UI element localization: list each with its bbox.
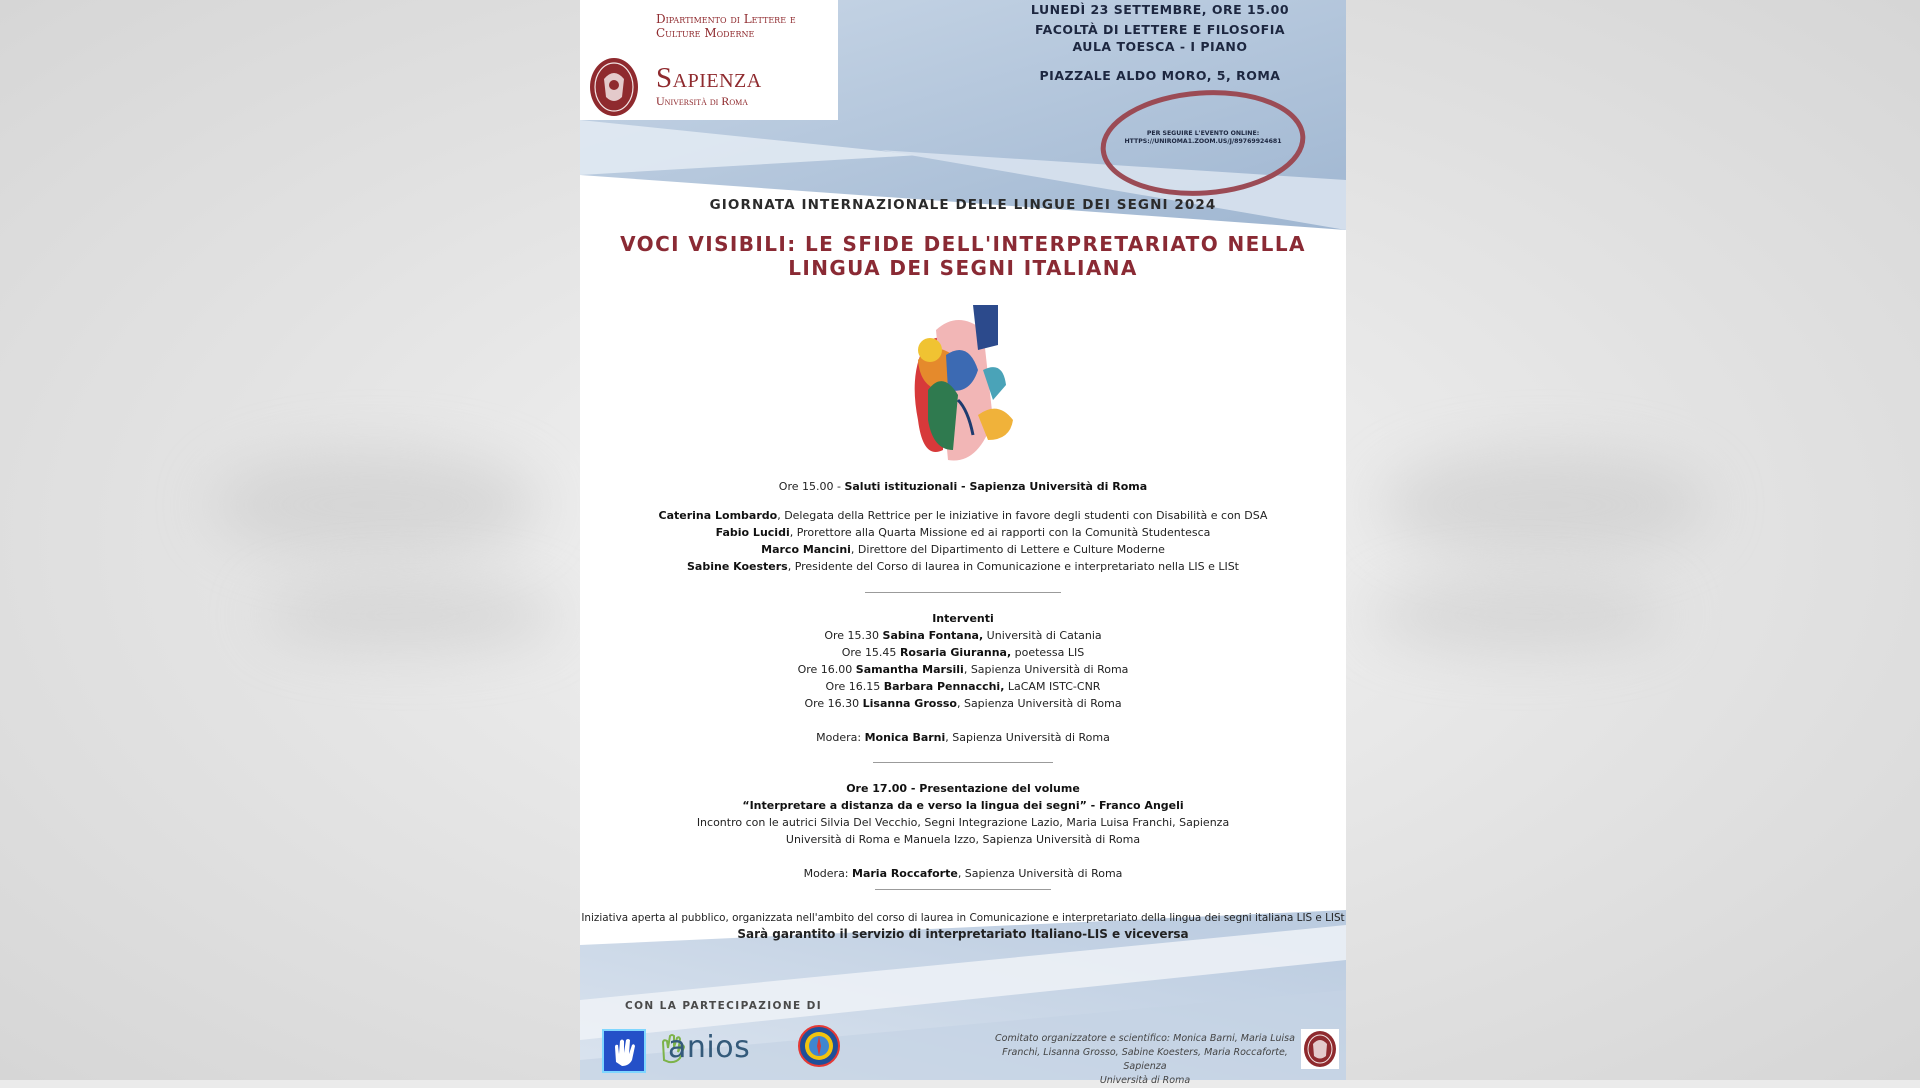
moderator-name: Monica Barni	[864, 731, 946, 744]
university-subtitle: Università di Roma	[656, 94, 748, 108]
university-name: Sapienza	[656, 62, 762, 94]
welcome-speaker	[580, 526, 1346, 539]
moderator-affil: , Sapienza Università di Roma	[945, 731, 1110, 744]
interventi-heading-text: Interventi	[932, 612, 994, 625]
intervento-time: Ore 16.15	[825, 680, 884, 693]
anios-logo-text: anios	[668, 1030, 751, 1065]
welcome-speaker	[580, 509, 1346, 522]
speaker-role: , Direttore del Dipartimento di Lettere e Culture Moderne	[850, 543, 1165, 556]
speaker-name: Caterina Lombardo	[658, 509, 778, 522]
divider	[865, 592, 1061, 593]
blur-shape	[260, 580, 560, 650]
book-title: “Interpretare a distanza da e verso la lingua dei segni” - Franco Angeli	[742, 799, 1184, 812]
sapienza-seal-icon	[588, 57, 640, 117]
moderator-label: Modera:	[816, 731, 865, 744]
sapienza-logo-box	[580, 0, 838, 120]
book-title-line	[580, 799, 1346, 812]
intervento-affil: Università di Catania	[983, 629, 1102, 642]
event-poster	[580, 0, 1346, 1086]
speaker-name: Fabio Lucidi	[715, 526, 790, 539]
saluti-label: Saluti istituzionali - Sapienza Università di Roma	[844, 480, 1148, 493]
blur-shape	[210, 450, 540, 560]
intervento-row	[580, 629, 1346, 642]
online-link-block	[1105, 130, 1301, 146]
event-address: PIAZZALE ALDO MORO, 5, ROMA	[1039, 68, 1281, 83]
comitato-line-1: Comitato organizzatore e scientifico: Monica Barni, Maria Luisa	[995, 1033, 1295, 1044]
comitato-line-2: Franchi, Lisanna Grosso, Sabine Koesters, Maria Roccaforte, Sapienza	[1002, 1047, 1288, 1072]
hand-partner-logo-icon	[603, 1030, 645, 1072]
servizio-line: Sarà garantito il servizio di interpretariato Italiano-LIS e viceversa	[737, 927, 1189, 941]
intervento-row	[580, 680, 1346, 693]
comitato-block	[990, 1032, 1300, 1088]
intervento-name: Barbara Pennacchi,	[883, 680, 1005, 693]
intervento-name: Rosaria Giuranna,	[899, 646, 1012, 659]
intervento-name: Lisanna Grosso	[862, 697, 957, 710]
speaker-role: , Prorettore alla Quarta Missione ed ai rapporti con la Comunità Studentesca	[789, 526, 1211, 539]
interventi-heading	[580, 612, 1346, 625]
blur-shape	[1370, 580, 1670, 650]
intervento-row	[580, 697, 1346, 710]
saluti-line	[580, 480, 1346, 493]
intervento-name: Samantha Marsili	[855, 663, 964, 676]
presentazione-line	[580, 782, 1346, 795]
moderator-name: Maria Roccaforte	[852, 867, 958, 880]
intervento-time: Ore 15.30	[824, 629, 883, 642]
title-line-1: VOCI VISIBILI: LE SFIDE DELL'INTERPRETARIATO NELLA	[620, 232, 1306, 256]
sapienza-seal-small-icon	[1301, 1029, 1339, 1069]
event-date: LUNEDÌ 23 SETTEMBRE, ORE 15.00	[1030, 2, 1290, 17]
intervento-affil: LaCAM ISTC-CNR	[1004, 680, 1101, 693]
welcome-speaker	[580, 543, 1346, 556]
moderator-line	[580, 867, 1346, 880]
moderator-affil: , Sapienza Università di Roma	[957, 867, 1123, 880]
blur-shape	[1380, 450, 1710, 560]
venue-line-2: AULA TOESCA - I PIANO	[1072, 39, 1248, 54]
event-title	[620, 232, 1306, 280]
intervento-row	[580, 663, 1346, 676]
giornata-heading: GIORNATA INTERNAZIONALE DELLE LINGUE DEI SEGNI 2024	[709, 197, 1217, 213]
partner-emblem-icon	[798, 1025, 840, 1067]
speaker-name: Marco Mancini	[761, 543, 851, 556]
department-name: Dipartimento di Lettere e Culture Moderne	[656, 12, 796, 40]
intervento-affil: poetessa LIS	[1011, 646, 1085, 659]
online-label: PER SEGUIRE L'EVENTO ONLINE:	[1146, 130, 1260, 137]
moderator-line	[580, 731, 1346, 744]
intervento-name: Sabina Fontana,	[882, 629, 984, 642]
intervento-affil: , Sapienza Università di Roma	[963, 663, 1129, 676]
comitato-line-3: Università di Roma	[1099, 1075, 1191, 1086]
iniziativa-line: Iniziativa aperta al pubblico, organizzata nell'ambito del corso di laurea in Comunicazione e interpretariato della lingua dei segni italiana LIS e LISt	[581, 912, 1345, 924]
welcome-speaker	[580, 560, 1346, 573]
presentazione-text: Ore 17.00 - Presentazione del volume	[846, 782, 1080, 795]
speaker-name: Sabine Koesters	[687, 560, 788, 573]
incontro-line-2: Università di Roma e Manuela Izzo, Sapienza Università di Roma	[785, 833, 1141, 846]
intervento-time: Ore 16.30	[804, 697, 863, 710]
intervento-affil: , Sapienza Università di Roma	[956, 697, 1122, 710]
intervento-time: Ore 15.45	[841, 646, 900, 659]
intervento-row	[580, 646, 1346, 659]
speaker-role: , Delegata della Rettrice per le iniziative in favore degli studenti con Disabilità e con DSA	[777, 509, 1268, 522]
saluti-time: Ore 15.00 -	[778, 480, 845, 493]
online-link[interactable]: HTTPS://UNIROMA1.ZOOM.US/J/89769924681	[1124, 138, 1282, 145]
intervento-time: Ore 16.00	[797, 663, 856, 676]
partner-label: CON LA PARTECIPAZIONE DI	[625, 1000, 823, 1012]
divider	[873, 762, 1053, 763]
moderator-label: Modera:	[803, 867, 853, 880]
sign-language-illustration	[898, 300, 1028, 470]
venue-line-1: FACOLTÀ DI LETTERE E FILOSOFIA	[1034, 22, 1286, 37]
title-line-2: LINGUA DEI SEGNI ITALIANA	[788, 256, 1138, 280]
divider	[875, 889, 1051, 890]
speaker-role: , Presidente del Corso di laurea in Comunicazione e interpretariato nella LIS e LISt	[787, 560, 1239, 573]
incontro-line-1: Incontro con le autrici Silvia Del Vecchio, Segni Integrazione Lazio, Maria Luisa Franchi, Sapienza	[696, 816, 1230, 829]
